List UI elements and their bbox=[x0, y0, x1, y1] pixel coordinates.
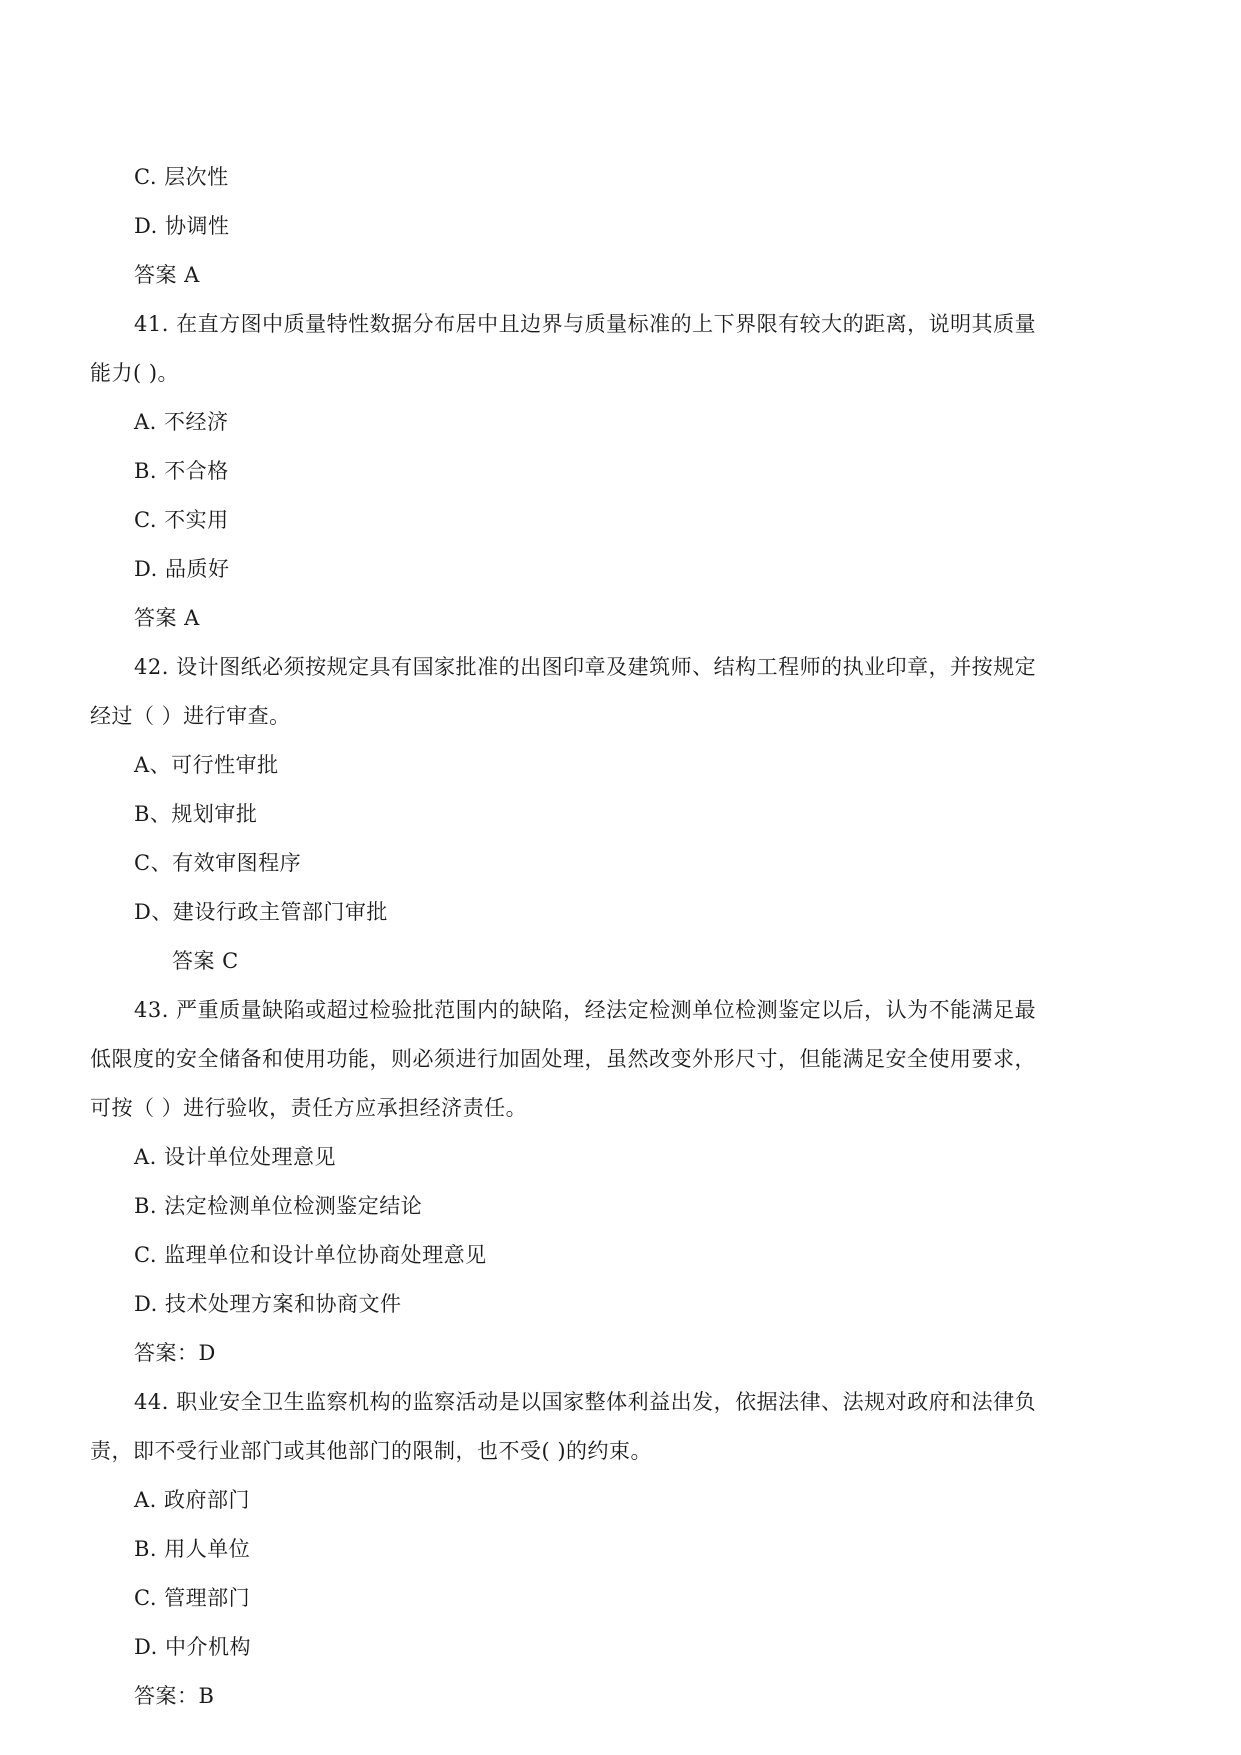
question-42-text-cont: 经过（ ）进行审查。 bbox=[90, 704, 291, 728]
question-43-text: 43. 严重质量缺陷或超过检验批范围内的缺陷，经法定检测单位检测鉴定以后，认为不能满足最 bbox=[134, 998, 1037, 1022]
option-d: D. 品质好 bbox=[134, 557, 230, 581]
option-c: C. 监理单位和设计单位协商处理意见 bbox=[134, 1243, 487, 1267]
option-d: D. 技术处理方案和协商文件 bbox=[134, 1292, 402, 1316]
option-b: B、规划审批 bbox=[134, 802, 258, 826]
question-42-text: 42. 设计图纸必须按规定具有国家批准的出图印章及建筑师、结构工程师的执业印章，并按规定 bbox=[134, 655, 1037, 679]
option-b: B. 不合格 bbox=[134, 459, 229, 483]
option-c: C. 管理部门 bbox=[134, 1586, 251, 1610]
question-43-text-cont: 低限度的安全储备和使用功能，则必须进行加固处理，虽然改变外形尺寸，但能满足安全使用要求， bbox=[90, 1047, 1036, 1071]
answer-line: 答案：D bbox=[134, 1341, 216, 1365]
question-41-text-cont: 能力( )。 bbox=[90, 361, 180, 385]
answer-line: 答案 C bbox=[172, 949, 239, 973]
option-d: D、建设行政主管部门审批 bbox=[134, 900, 388, 924]
option-a: A、可行性审批 bbox=[134, 753, 279, 777]
option-b: B. 法定检测单位检测鉴定结论 bbox=[134, 1194, 423, 1218]
option-a: A. 不经济 bbox=[134, 410, 229, 434]
option-c: C. 不实用 bbox=[134, 508, 229, 532]
answer-line: 答案 A bbox=[134, 606, 200, 630]
answer-line: 答案：B bbox=[134, 1684, 215, 1708]
question-41-text: 41. 在直方图中质量特性数据分布居中且边界与质量标准的上下界限有较大的距离，说明其质量 bbox=[134, 312, 1037, 336]
option-d: D. 中介机构 bbox=[134, 1635, 251, 1659]
option-b: B. 用人单位 bbox=[134, 1537, 251, 1561]
option-d: D. 协调性 bbox=[134, 214, 230, 238]
question-43-text-cont: 可按（ ）进行验收，责任方应承担经济责任。 bbox=[90, 1096, 528, 1120]
question-44-text: 44. 职业安全卫生监察机构的监察活动是以国家整体利益出发，依据法律、法规对政府和法律负 bbox=[134, 1390, 1037, 1414]
option-a: A. 设计单位处理意见 bbox=[134, 1145, 337, 1169]
answer-line: 答案 A bbox=[134, 263, 200, 287]
option-a: A. 政府部门 bbox=[134, 1488, 251, 1512]
option-c: C、有效审图程序 bbox=[134, 851, 302, 875]
option-c: C. 层次性 bbox=[134, 165, 229, 189]
question-44-text-cont: 责，即不受行业部门或其他部门的限制，也不受( )的约束。 bbox=[90, 1439, 653, 1463]
